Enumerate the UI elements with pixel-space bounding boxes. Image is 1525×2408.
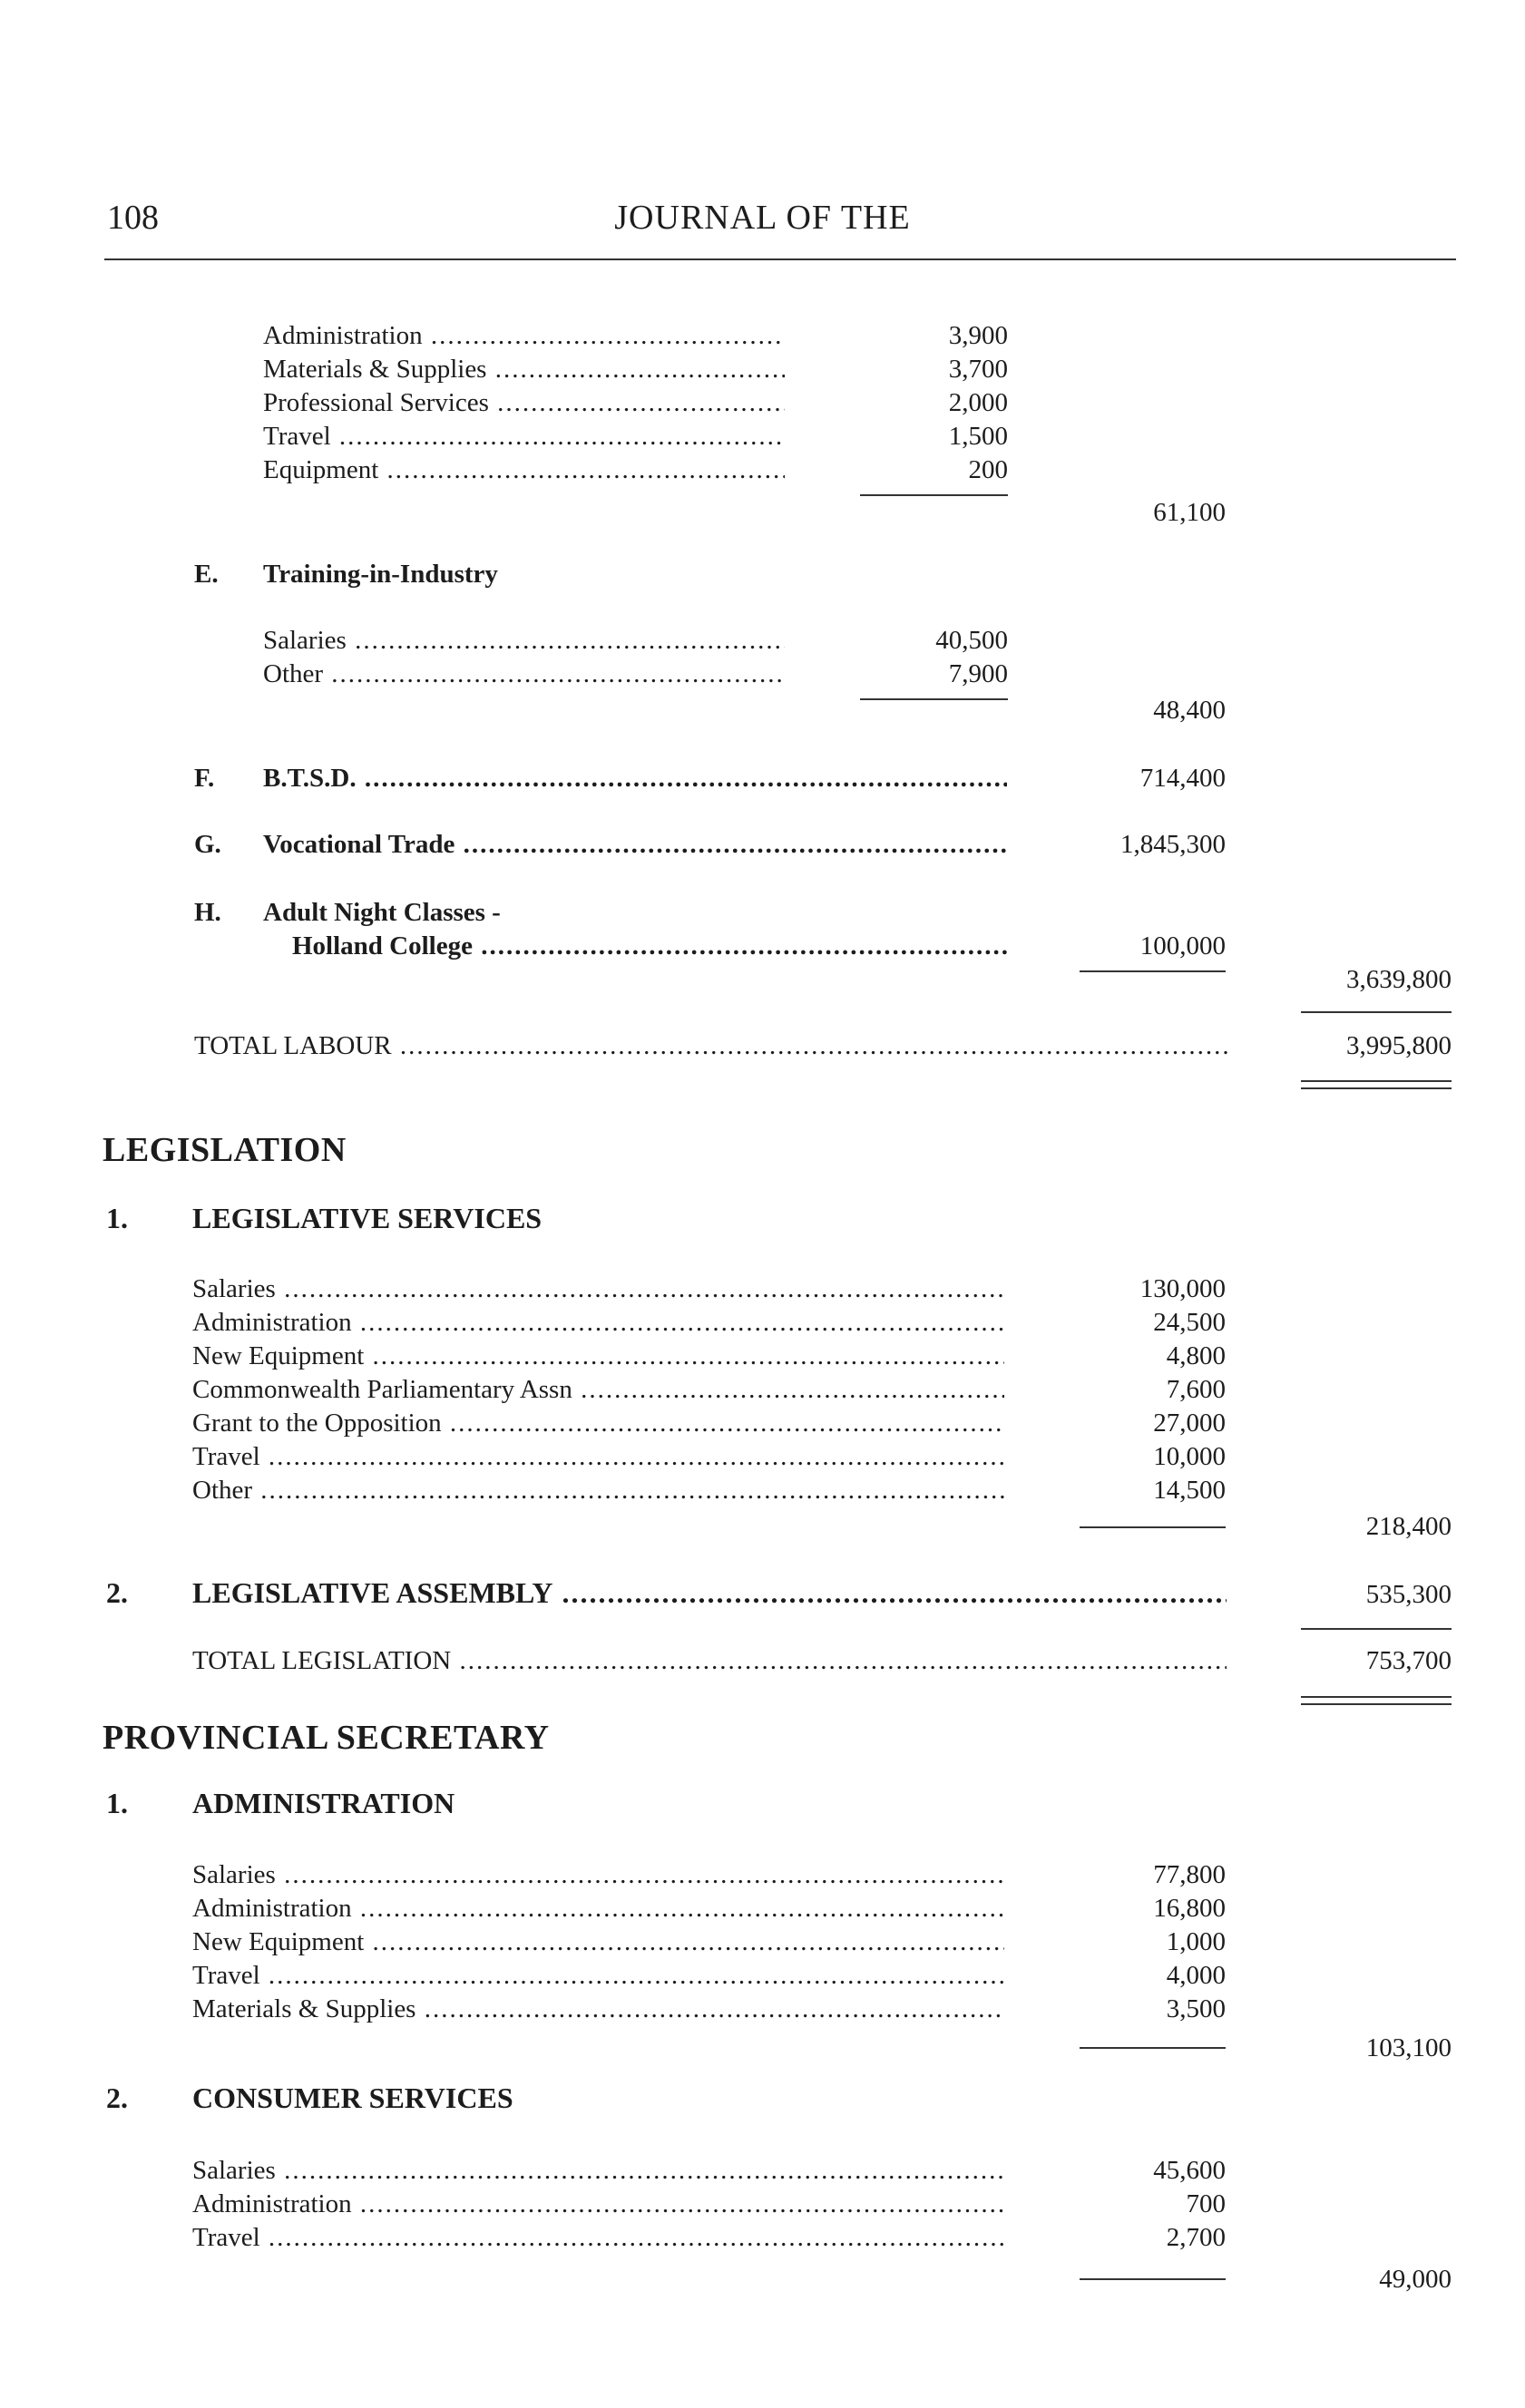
subtotal-rule (860, 698, 1008, 700)
subtotal-rule (1080, 2278, 1226, 2280)
line-item-label: Professional Services ..... (263, 386, 785, 419)
line-item-value: 14,500 (1153, 1476, 1226, 1505)
line-item-label: Travel ..... (192, 1959, 1004, 1992)
line-item-label: Administration ..... (192, 1306, 1004, 1339)
line-item-value: 1,500 (948, 422, 1008, 451)
line-item-value: 1,000 (1166, 1927, 1226, 1956)
subtotal-rule (1080, 2047, 1226, 2049)
section-letter: G. (194, 830, 221, 859)
line-item-value: 4,000 (1166, 1961, 1226, 1990)
section-title-continued: Holland College ..... (292, 930, 1007, 962)
line-item-label: Travel ..... (192, 2221, 1004, 2254)
line-item-label: Other ..... (192, 1474, 1004, 1506)
line-item-label: Materials & Supplies ..... (263, 353, 785, 385)
double-rule-bottom (1301, 1087, 1452, 1089)
page-number: 108 (107, 199, 159, 237)
line-item-value: 200 (968, 455, 1008, 484)
line-item-label: Salaries ..... (192, 1858, 1004, 1891)
subsection-title: ADMINISTRATION (192, 1787, 455, 1819)
subsection-number: 1. (106, 1202, 128, 1234)
line-item-label: Salaries ..... (263, 624, 785, 657)
subtotal-value: 61,100 (1153, 498, 1226, 527)
line-item-value: 3,500 (1166, 1994, 1226, 2023)
double-rule-top (1301, 1696, 1452, 1698)
line-item-value: 27,000 (1153, 1409, 1226, 1438)
section-title: Training-in-Industry (263, 560, 498, 589)
subsection-title: CONSUMER SERVICES (192, 2081, 513, 2114)
line-item-label: Administration ..... (192, 1892, 1004, 1925)
line-item-value: 40,500 (935, 626, 1008, 655)
line-item-label: Equipment ..... (263, 453, 785, 486)
line-item-value: 2,700 (1166, 2223, 1226, 2252)
subtotal-rule (860, 494, 1008, 496)
line-item-value: 77,800 (1153, 1860, 1226, 1889)
line-item-label: Grant to the Opposition ..... (192, 1407, 1004, 1439)
double-rule-bottom (1301, 1703, 1452, 1705)
total-rule (1301, 1628, 1452, 1630)
department-heading: PROVINCIAL SECRETARY (103, 1719, 550, 1757)
subsection-number: 2. (106, 2081, 128, 2114)
subtotal-value: 48,400 (1153, 696, 1226, 725)
subtotal-rule (1080, 970, 1226, 972)
subtotal-value: 218,400 (1365, 1512, 1452, 1541)
section-letter: F. (194, 764, 215, 793)
line-item-label: Materials & Supplies ..... (192, 1993, 1004, 2025)
line-item-value: 7,900 (948, 659, 1008, 688)
line-item-value: 2,000 (948, 388, 1008, 417)
line-item-label: Administration ..... (192, 2188, 1004, 2220)
line-item-label: Salaries ..... (192, 1272, 1004, 1305)
department-heading: LEGISLATION (103, 1131, 347, 1169)
line-item-value: 130,000 (1139, 1274, 1226, 1303)
total-value: 753,700 (1365, 1646, 1452, 1675)
section-value: 100,000 (1139, 931, 1226, 960)
section-title: B.T.S.D. ..... (263, 762, 1007, 795)
line-item-value: 10,000 (1153, 1442, 1226, 1471)
subsection-title: LEGISLATIVE SERVICES (192, 1202, 543, 1234)
section-letter: E. (194, 560, 219, 589)
double-rule-top (1301, 1080, 1452, 1082)
total-rule (1301, 1011, 1452, 1013)
subsection-number: 2. (106, 1576, 128, 1609)
line-item-label: New Equipment ..... (192, 1340, 1004, 1372)
section-value: 714,400 (1139, 764, 1226, 793)
subtotal-rule (1080, 1526, 1226, 1528)
line-item-label: Travel ..... (192, 1440, 1004, 1473)
line-item-value: 3,700 (948, 355, 1008, 384)
page-header-title: JOURNAL OF THE (614, 199, 911, 237)
total-label: TOTAL LABOUR ..... (194, 1029, 1228, 1062)
subtotal-value: 49,000 (1379, 2265, 1452, 2294)
subsection-title: LEGISLATIVE ASSEMBLY ..... (192, 1576, 1227, 1609)
line-item-value: 3,900 (948, 321, 1008, 350)
section-letter: H. (194, 898, 221, 927)
total-label: TOTAL LEGISLATION ..... (192, 1644, 1227, 1677)
subsection-number: 1. (106, 1787, 128, 1819)
line-item-value: 7,600 (1166, 1375, 1226, 1404)
subtotal-value: 103,100 (1365, 2033, 1452, 2062)
line-item-label: New Equipment ..... (192, 1925, 1004, 1958)
line-item-label: Other ..... (263, 658, 785, 690)
line-item-value: 45,600 (1153, 2156, 1226, 2185)
section-value: 1,845,300 (1120, 830, 1226, 859)
line-item-value: 16,800 (1153, 1894, 1226, 1923)
line-item-value: 24,500 (1153, 1308, 1226, 1337)
total-value: 3,995,800 (1346, 1031, 1452, 1060)
line-item-label: Commonwealth Parliamentary Assn ..... (192, 1373, 1004, 1406)
subsection-value: 535,300 (1365, 1580, 1452, 1609)
line-item-label: Administration ..... (263, 319, 785, 352)
line-item-value: 700 (1186, 2189, 1226, 2218)
section-title: Adult Night Classes - (263, 898, 501, 927)
line-item-value: 4,800 (1166, 1341, 1226, 1370)
line-item-label: Salaries ..... (192, 2154, 1004, 2187)
line-item-label: Travel ..... (263, 420, 785, 453)
header-rule (104, 258, 1456, 260)
section-title: Vocational Trade ..... (263, 828, 1007, 861)
group-total-value: 3,639,800 (1346, 965, 1452, 994)
